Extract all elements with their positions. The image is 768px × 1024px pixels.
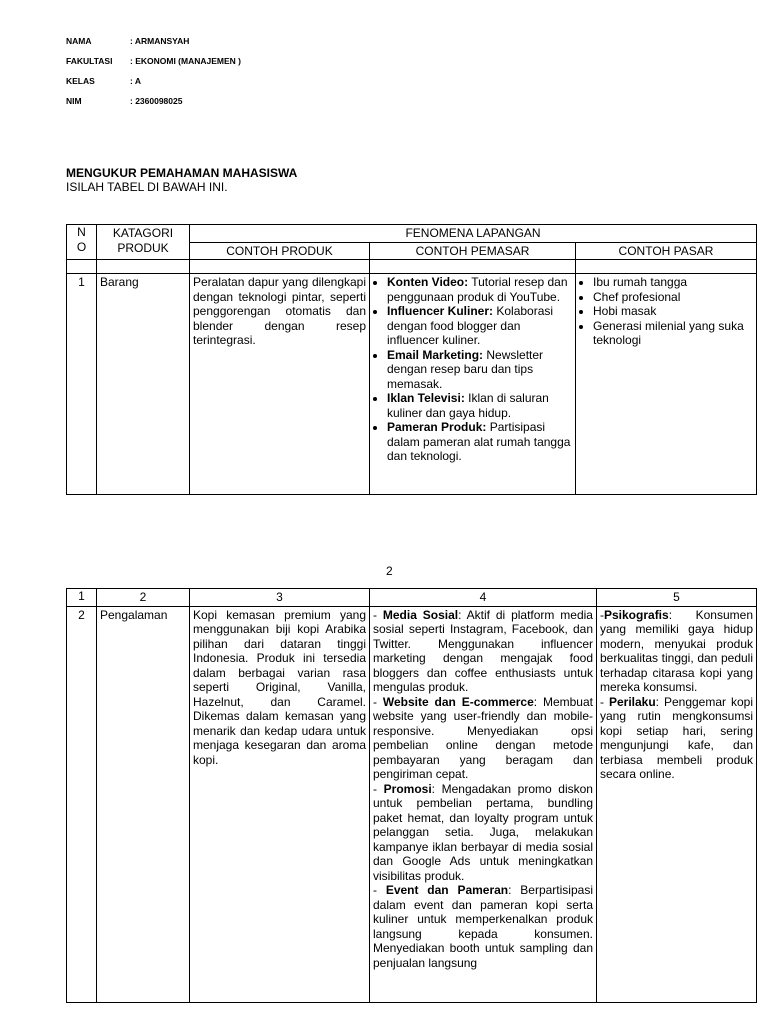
item-prefix: - — [600, 607, 604, 622]
item-title: Media Sosial — [382, 607, 459, 622]
list-item: • Chef profesional — [593, 290, 753, 305]
item-text: Kolaborasi dengan food blogger dan influencer kuliner. — [387, 304, 554, 347]
item-text: : Aktif di platform media sosial seperti Instagram, Facebook, dan Twitter. Menggunakan influencer marketing dengan mengajak food bloggers dan coffee enthusiasts untuk mengulas produk. — [373, 607, 593, 694]
table-row — [67, 274, 757, 495]
item-text: : Membuat website yang user-friendly dan mobile-responsive. Menyediakan opsi pembelian online dengan metode pembayaran yang beragam dan pengiriman cepat. — [373, 694, 593, 781]
item-prefix: - — [600, 694, 609, 709]
item-title: Promosi — [383, 781, 432, 796]
header-label: NAMA — [66, 36, 92, 46]
list-item — [387, 275, 572, 304]
row-contoh-pasar — [597, 606, 757, 1002]
pemasar-item — [373, 695, 593, 782]
item-title: Event dan Pameran — [385, 883, 509, 897]
page-subtitle: ISILAH TABEL DI BAWAH INI. — [66, 180, 228, 194]
pasar-item — [600, 608, 753, 695]
row-no: 2 — [67, 606, 97, 1002]
table-fenomena-2 — [66, 588, 757, 1003]
list-item — [387, 348, 572, 392]
item-text: : Penggemar kopi yang rutin mengkonsumsi kopi setiap hari, sering mengunjungi kafe, dan terbiasa membeli produk secara online. — [600, 694, 753, 781]
item-title: Psikografis — [604, 607, 669, 622]
list-item — [387, 420, 572, 464]
row-contoh-pasar — [576, 274, 757, 495]
list-item: • Generasi milenial yang suka teknologi — [593, 319, 753, 348]
table-fenomena-1 — [66, 224, 757, 495]
pasar-item — [600, 695, 753, 782]
row-contoh-pemasar — [370, 606, 597, 1002]
item-title: Website dan E-commerce — [382, 694, 534, 709]
item-text: Tutorial resep dan penggunaan produk di YouTube. — [387, 275, 568, 304]
item-title: Iklan Televisi: — [387, 391, 465, 405]
item-title: Konten Video: — [387, 275, 469, 289]
item-text: Newsletter dengan resep baru dan tips memasak. — [387, 347, 544, 391]
row-kategori: Pengalaman — [97, 606, 190, 1002]
header-label: KELAS — [66, 76, 95, 86]
header-value: : ARMANSYAH — [130, 36, 190, 46]
list-item — [387, 391, 572, 420]
pemasar-item — [373, 608, 593, 695]
item-prefix: - — [373, 607, 383, 622]
header-value: : 2360098025 — [130, 96, 183, 106]
row-kategori: Barang — [97, 274, 190, 495]
col-header: 2 — [97, 589, 190, 607]
item-prefix: - — [373, 781, 384, 796]
col-header: 4 — [370, 589, 597, 607]
row-no: 1 — [67, 274, 97, 495]
row-contoh-produk: Peralatan dapur yang dilengkapi dengan teknologi pintar, seperti penggorengan otomatis dan blender dengan resep terintegrasi. — [190, 274, 370, 495]
row-contoh-pemasar — [370, 274, 576, 495]
item-prefix: - — [373, 694, 383, 709]
empty-row — [67, 260, 757, 274]
header-no-line1: N — [77, 225, 86, 239]
item-title: Influencer Kuliner: — [387, 304, 494, 318]
table-header-row — [67, 589, 757, 607]
page-title: MENGUKUR PEMAHAMAN MAHASISWA — [66, 166, 298, 180]
header-kategori-line1: KATAGORI — [112, 226, 174, 240]
header-no-line2: O — [76, 239, 87, 254]
header-kategori-line2: PRODUK — [117, 240, 169, 255]
table-row — [67, 606, 757, 1002]
pemasar-item — [373, 883, 593, 970]
header-fenomena: FENOMENA LAPANGAN — [190, 225, 757, 243]
list-item — [387, 304, 572, 348]
item-text: Iklan di saluran kuliner dan gaya hidup. — [387, 391, 549, 420]
row-contoh-produk: Kopi kemasan premium yang menggunakan biji kopi Arabika pilihan dari dataran tinggi Indonesia. Produk ini tersedia dalam berbagai varian rasa seperti Original, Vanilla, Hazelnut, dan Caramel. Dikemas dalam kemasan yang menarik dan kedap udara untuk menjaga kesegaran dan aroma kopi. — [190, 606, 370, 1002]
header-no — [67, 225, 97, 260]
item-text: : Konsumen yang memiliki gaya hidup modern, menyukai produk berkualitas tinggi, dan peduli terhadap citarasa kopi yang mereka konsumsi. — [600, 607, 753, 694]
item-title: Perilaku — [608, 694, 656, 709]
header-contoh-pemasar: CONTOH PEMASAR — [370, 242, 576, 260]
header-contoh-produk: CONTOH PRODUK — [190, 242, 370, 260]
header-kategori — [97, 225, 190, 260]
header-value: : EKONOMI (MANAJEMEN ) — [130, 56, 241, 66]
col-header: 1 — [67, 589, 97, 607]
col-header: 5 — [597, 589, 757, 607]
item-text: : Berpartisipasi dalam event dan pameran kopi serta kuliner untuk memperkenalkan produk langsung kepada konsumen. Menyediakan booth untuk sampling dan penjualan langsung — [373, 883, 593, 970]
pemasar-item — [373, 782, 593, 884]
item-title: Email Marketing: — [387, 347, 484, 362]
header-contoh-pasar: CONTOH PASAR — [576, 242, 757, 260]
item-title: Pameran Produk: — [387, 420, 487, 434]
list-item: • Hobi masak — [593, 304, 753, 319]
header-label: NIM — [66, 96, 82, 106]
header-label: FAKULTASI — [66, 56, 113, 66]
list-item: • Ibu rumah tangga — [593, 275, 753, 290]
page-number: 2 — [386, 564, 393, 578]
col-header: 3 — [190, 589, 370, 607]
item-text: : Mengadakan promo diskon untuk pembelian pertama, bundling paket hemat, dan loyalty program untuk pelanggan setia. Juga, melakukan kampanye iklan berbayar di media sosial dan Google Ads untuk meningkatkan visibilitas produk. — [373, 781, 593, 883]
item-text: Partisipasi dalam pameran alat rumah tangga dan teknologi. — [387, 420, 571, 463]
header-value: : A — [130, 76, 142, 86]
item-prefix: - — [373, 883, 386, 897]
